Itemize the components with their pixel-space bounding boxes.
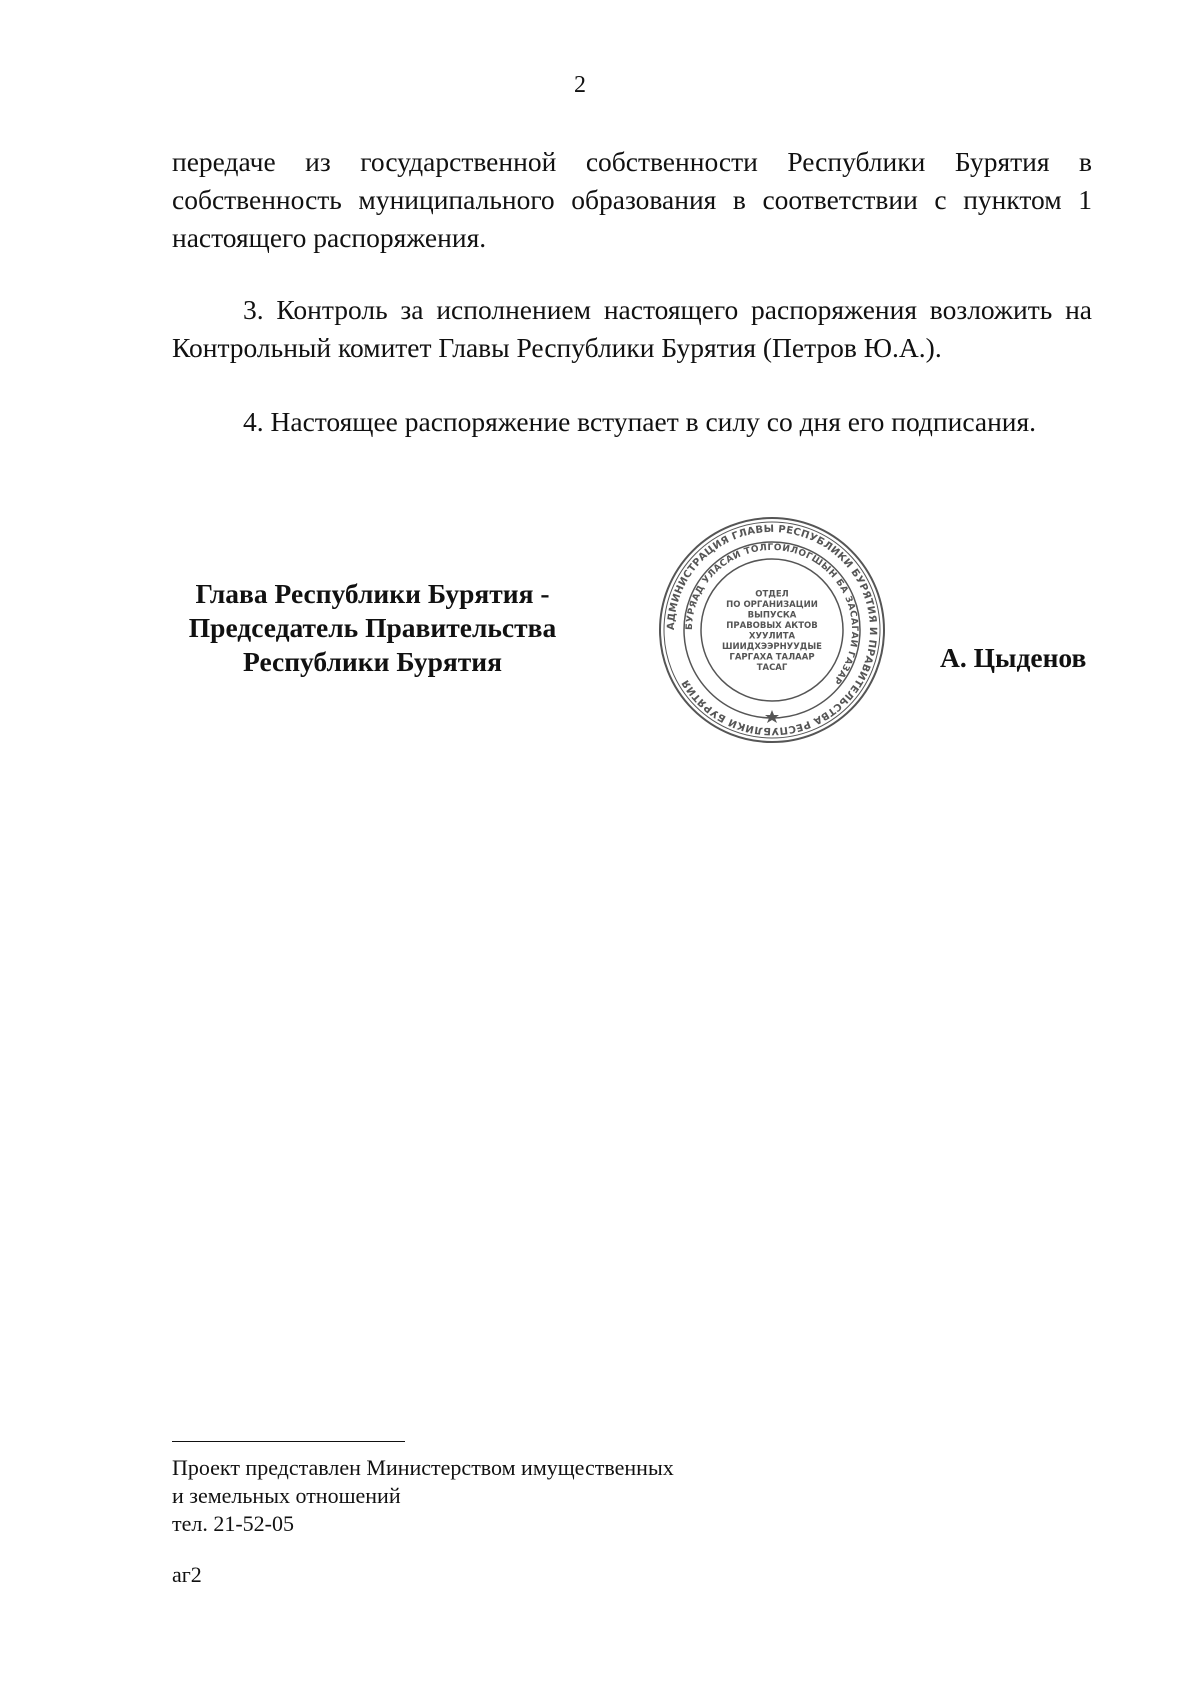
paragraph-line: передаче из государственной собственности Республики Бурятия в (172, 146, 1092, 177)
paragraph-control (172, 291, 1092, 367)
stamp-center-line: ОТДЕЛ (755, 589, 789, 600)
page-number: 2 (574, 72, 586, 98)
signatory-title-line: Глава Республики Бурятия - (195, 578, 550, 609)
stamp-center-line: ВЫПУСКА (747, 610, 797, 621)
document-code: аг2 (172, 1562, 202, 1587)
signatory-name: А. Цыденов (940, 642, 1087, 673)
paragraph-line: настоящего распоряжения. (172, 222, 487, 253)
footnote-divider (172, 1441, 405, 1442)
stamp-center-line: ГАРГАХА ТАЛААР (729, 652, 815, 663)
footnote (172, 1454, 674, 1538)
signatory-title (175, 577, 570, 679)
paragraph-effective: 4. Настоящее распоряжение вступает в силу со дня его подписания. (243, 406, 1037, 437)
paragraph-transfer (172, 143, 1092, 257)
stamp-center-line: ХУУЛИТА (748, 631, 796, 642)
stamp-center-line: ТАСАГ (756, 662, 788, 673)
paragraph-line: собственность муниципального образования в соответствии с пунктом 1 (172, 184, 1092, 215)
stamp-center-line: ПРАВОВЫХ АКТОВ (726, 620, 818, 631)
footnote-line: Проект представлен Министерством имущественных (172, 1455, 674, 1480)
footnote-phone: тел. 21-52-05 (172, 1511, 295, 1536)
paragraph-line: Контрольный комитет Главы Республики Бурятия (Петров Ю.А.). (172, 332, 942, 363)
footnote-line: и земельных отношений (172, 1483, 401, 1508)
official-seal-stamp (652, 510, 892, 750)
signatory-title-line: Республики Бурятия (243, 646, 502, 677)
stamp-center-line: ШИИДХЭЭРНУУДЫЕ (722, 641, 822, 652)
svg-text:АДМИНИСТРАЦИЯ ГЛАВЫ РЕСПУБЛИКИ: АДМИНИСТРАЦИЯ ГЛАВЫ РЕСПУБЛИКИ БУРЯТИЯ И ПРАВИТЕЛЬСТВА РЕСПУБЛИКИ БУРЯТИЯ (665, 523, 879, 737)
signatory-title-line: Председатель Правительства (188, 612, 557, 643)
paragraph-line: 3. Контроль за исполнением настоящего распоряжения возложить на (243, 294, 1092, 325)
svg-text:БУРЯАД УЛАСАЙ ТОЛГОЙЛОГШЫН БА: БУРЯАД УЛАСАЙ ТОЛГОЙЛОГШЫН БА ЗАСАГАЙ ГАЗАР (684, 542, 860, 686)
stamp-center-line: ПО ОРГАНИЗАЦИИ (726, 599, 818, 610)
